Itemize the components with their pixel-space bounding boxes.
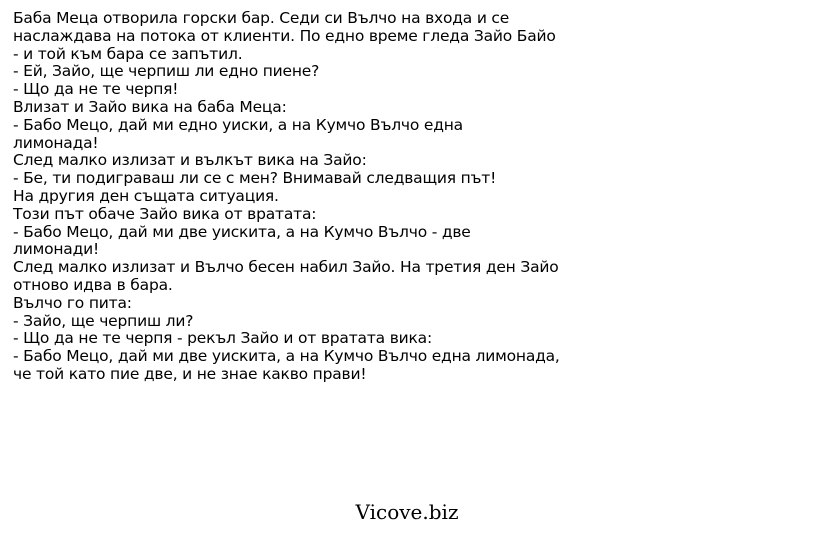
joke-line: отново идва в бара. — [13, 275, 173, 294]
joke-line: - Зайо, ще черпиш ли? — [13, 311, 194, 330]
joke-line: - Бабо Мецо, дай ми две уискита, а на Кумчо Вълчо една лимонада, — [13, 347, 560, 366]
joke-line: След малко излизат и вълкът вика на Зайо: — [13, 151, 367, 170]
joke-line: - Ей, Зайо, ще черпиш ли едно пиене? — [13, 62, 320, 81]
joke-line: - Що да не те черпя - рекъл Зайо и от вратата вика: — [13, 329, 432, 348]
joke-line: След малко излизат и Вълчо бесен набил Зайо. На третия ден Зайо — [13, 258, 559, 277]
joke-line: Влизат и Зайо вика на баба Меца: — [13, 97, 287, 116]
joke-line: Баба Меца отворила горски бар. Седи си Вълчо на входа и се — [13, 9, 510, 27]
joke-line: лимонада! — [13, 133, 99, 152]
joke-line: лимонади! — [13, 240, 99, 259]
joke-line: - Бе, ти подиграваш ли се с мен? Внимавай следващия път! — [13, 169, 497, 188]
joke-line: - Що да не те черпя! — [13, 80, 179, 99]
joke-line: че той като пие две, и не знае какво прави! — [13, 364, 367, 383]
joke-line: Този път обаче Зайо вика от вратата: — [13, 204, 317, 223]
joke-line: наслаждава на потока от клиенти. По едно време гледа Зайо Байо — [13, 26, 556, 45]
joke-line: - Бабо Мецо, дай ми две уискита, а на Кумчо Вълчо - две — [13, 222, 471, 241]
joke-line: На другия ден същата ситуация. — [13, 186, 279, 205]
joke-line: - и той към бара се запътил. — [13, 44, 243, 63]
joke-line: - Бабо Мецо, дай ми едно уиски, а на Кумчо Вълчо една — [13, 115, 463, 134]
joke-text — [13, 10, 813, 384]
joke-line: Вълчо го пита: — [13, 293, 132, 312]
site-watermark: Vicove.biz — [355, 500, 459, 524]
